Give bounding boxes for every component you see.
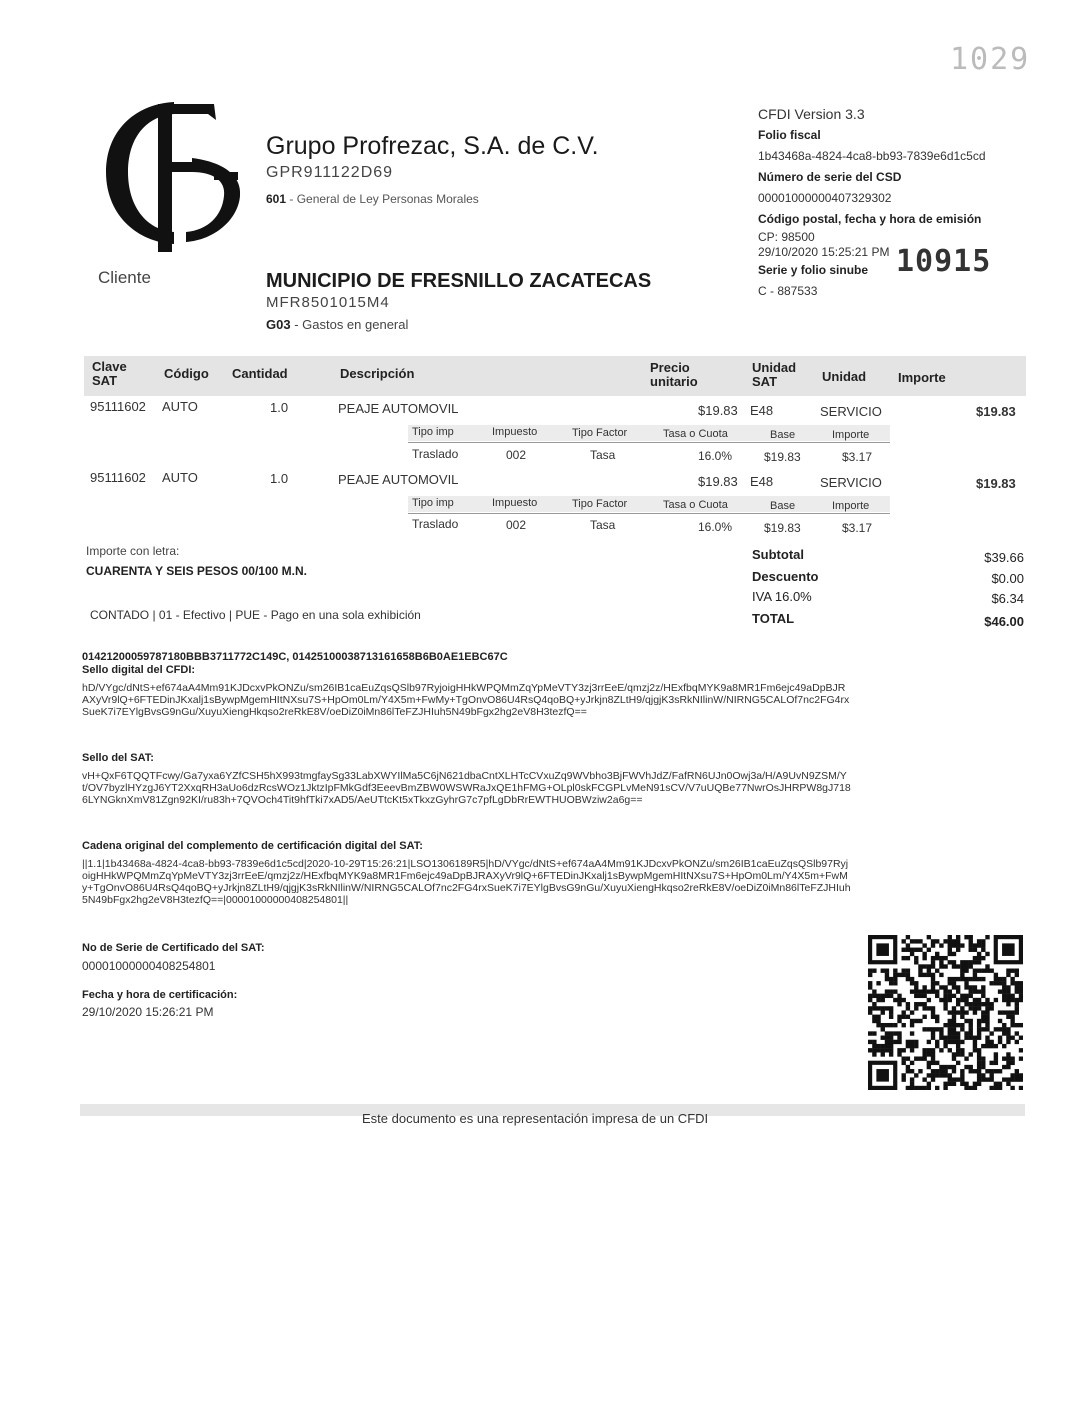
row-descripcion: PEAJE AUTOMOVIL — [338, 472, 459, 487]
sello-sat: vH+QxF6TQQTFcwy/Ga7yxa6YZfCSH5hX993tmgfaySg33LabXWYIlMa5C6jN621dbaCntXLHTcCVxuZq9WVbho3BjFWVhJdZ/FafRN6UJn0Owj3a/H/A9UvN9ZSM/Yt/OV7byzlHYzgJ6YT2XxqRH3aUo6dzRcsWOz1JktzIpFMkGdf3EeevBmZBW0WSWRaJxQE1hFMG+OLpl0skFCGPLvMeN91sCV/V7uUQBe77NwrOsJHRPW8gJ7186LYNGknXmV81Zgn92KI/ru83h+7QVOch4Tit9hfTki7xAD5/AeUTtcKt5xTkxzGyhrG7c7pfLgDbRrEWTHUOBWziw2a6g== — [82, 770, 851, 806]
tax-tipo: Traslado — [412, 517, 459, 531]
th-precio: Precio unitario — [650, 360, 698, 389]
row-cantidad: 1.0 — [270, 471, 289, 486]
tax-th-base: Base — [770, 500, 796, 512]
payment-method: CONTADO | 01 - Efectivo | PUE - Pago en una sola exhibición — [90, 608, 421, 622]
row-importe: $19.83 — [976, 404, 1016, 419]
th-unidad: Unidad — [822, 369, 867, 384]
tax-impuesto: 002 — [506, 448, 527, 462]
tax-tasa: 16.0% — [698, 520, 733, 534]
total-value: $46.00 — [984, 614, 1024, 629]
issuer-regime — [266, 192, 479, 206]
emission-date: 29/10/2020 15:25:21 PM — [758, 245, 890, 259]
sello-cfdi: hD/VYgc/dNtS+ef674aA4Mm91KJDcxvPkONZu/sm26IB1caEuZqsQSlb97RyjoigHHkWPQMmZqYpMeVTY3zj3rrEeE/qmzj2z/HExfbqMYK9a8MR1Fm6ejc49aDpBJRAXyVr9lQ+6FTEDinJKxalj1sBywpMgemHItNXsu7S+HpOm0Lm/Y4X5m+FwMy+TgOnvO86U4RsQ4qoBQ+yJrkjn8ZLtH9/qjgjK3sRkNIlinW/NIRNG5CALOf7nc2FG4rxSueK7i7EYlgBvsG9nGu/XuyuXiengHkqso2reRkE8V/oeDiZ0iMn86lTeFZJHIuh5N49bFgx2hg2eV8H3tezfQ== — [82, 682, 850, 718]
row-codigo: AUTO — [162, 399, 198, 414]
cfdi-version: CFDI Version 3.3 — [758, 106, 865, 122]
th-clave-sat: Clave SAT — [92, 359, 127, 388]
tax-th-tasa: Tasa o Cuota — [663, 428, 728, 440]
tax-subheader — [408, 425, 890, 441]
client-use-code: G03 — [266, 317, 291, 332]
tax-tipo: Traslado — [412, 447, 459, 461]
row-unidad: SERVICIO — [820, 404, 882, 419]
emission-label: Código postal, fecha y hora de emisión — [758, 212, 982, 226]
row-descripcion: PEAJE AUTOMOVIL — [338, 401, 459, 416]
row-unidad-sat: E48 — [750, 474, 774, 489]
tax-tasa: 16.0% — [698, 449, 733, 463]
issuer-regime-desc: - General de Ley Personas Morales — [286, 192, 479, 206]
th-cantidad: Cantidad — [232, 366, 288, 381]
tax-importe: $3.17 — [842, 521, 873, 535]
issuer-rfc: GPR911122D69 — [266, 164, 394, 181]
sello-sat-title: Sello del SAT: — [82, 752, 154, 764]
cert-date-title: Fecha y hora de certificación: — [82, 989, 238, 1001]
th-importe: Importe — [898, 370, 946, 385]
tax-th-tipo: Tipo imp — [412, 426, 454, 438]
tax-subheader — [408, 496, 890, 512]
client-name: MUNICIPIO DE FRESNILLO ZACATECAS — [266, 270, 652, 292]
th-descripcion: Descripción — [340, 366, 415, 381]
client-cfdi-use — [266, 317, 408, 332]
tax-divider — [408, 442, 890, 443]
discount-value: $0.00 — [991, 571, 1024, 586]
row-unidad-sat: E48 — [750, 403, 774, 418]
tax-th-impuesto: Impuesto — [492, 497, 538, 509]
serie-folio-label: Serie y folio sinube — [758, 263, 869, 277]
sello-cfdi-title: Sello digital del CFDI: — [82, 664, 196, 676]
subtotal-value: $39.66 — [984, 550, 1024, 565]
footer-note: Este documento es una representación impresa de un CFDI — [362, 1111, 709, 1126]
client-rfc: MFR8501015M4 — [266, 294, 390, 311]
row-precio: $19.83 — [698, 403, 738, 418]
row-importe: $19.83 — [976, 476, 1016, 491]
row-clave: 95111602 — [90, 399, 146, 414]
concepts-table-header — [84, 356, 1026, 396]
amount-words: CUARENTA Y SEIS PESOS 00/100 M.N. — [86, 564, 307, 578]
row-cantidad: 1.0 — [270, 400, 289, 415]
row-precio: $19.83 — [698, 474, 738, 489]
cert-serial-title: No de Serie de Certificado del SAT: — [82, 942, 265, 954]
tax-base: $19.83 — [764, 521, 801, 535]
qr-code — [868, 935, 1023, 1090]
stamp-handwritten-top: 1029 — [950, 42, 1031, 77]
client-use-desc: - Gastos en general — [290, 317, 409, 332]
discount-label: Descuento — [752, 569, 819, 584]
issuer-name: Grupo Profrezac, S.A. de C.V. — [266, 132, 599, 160]
tax-th-factor: Tipo Factor — [572, 427, 628, 439]
tax-th-base: Base — [770, 429, 796, 441]
tax-th-importe: Importe — [832, 500, 870, 512]
iva-value: $6.34 — [991, 591, 1024, 606]
tax-impuesto: 002 — [506, 518, 527, 532]
cert-date-value: 29/10/2020 15:26:21 PM — [82, 1005, 214, 1019]
csd-serial-label: Número de serie del CSD — [758, 170, 902, 184]
company-logo — [96, 92, 246, 252]
row-clave: 95111602 — [90, 470, 146, 485]
cadena-title: Cadena original del complemento de certificación digital del SAT: — [82, 840, 423, 852]
tax-factor: Tasa — [590, 448, 616, 462]
subtotal-label: Subtotal — [752, 547, 804, 562]
tax-base: $19.83 — [764, 450, 801, 464]
tax-th-factor: Tipo Factor — [572, 498, 628, 510]
tax-divider — [408, 513, 890, 514]
iva-label: IVA 16.0% — [752, 589, 812, 604]
row-unidad: SERVICIO — [820, 475, 882, 490]
tax-th-impuesto: Impuesto — [492, 426, 538, 438]
cert-serial-value: 00001000000408254801 — [82, 959, 216, 973]
tax-importe: $3.17 — [842, 450, 873, 464]
total-label: TOTAL — [752, 611, 795, 626]
stamp-number: 10915 — [896, 244, 992, 279]
amount-words-label: Importe con letra: — [86, 544, 180, 558]
folio-fiscal-value: 1b43468a-4824-4ca8-bb93-7839e6d1c5cd — [758, 149, 986, 163]
tax-th-tasa: Tasa o Cuota — [663, 499, 728, 511]
row-codigo: AUTO — [162, 470, 198, 485]
th-codigo: Código — [164, 366, 209, 381]
tax-factor: Tasa — [590, 518, 616, 532]
folio-fiscal-label: Folio fiscal — [758, 128, 821, 142]
issuer-regime-code: 601 — [266, 192, 287, 206]
tax-th-tipo: Tipo imp — [412, 497, 454, 509]
th-unidad-sat: Unidad SAT — [752, 360, 797, 389]
client-label: Cliente — [98, 268, 151, 287]
postal-code: CP: 98500 — [758, 230, 815, 244]
csd-serial-value: 00001000000407329302 — [758, 191, 892, 205]
serie-folio-value: C - 887533 — [758, 284, 818, 298]
cadena-original: ||1.1|1b43468a-4824-4ca8-bb93-7839e6d1c5cd|2020-10-29T15:26:21|LSO1306189R5|hD/VYgc/dNtS+ef674aA4Mm91KJDcxvPkONZu/sm26IB1caEuZqsQSlb97RyjoigHHkWPQMmZqYpMeVTY3zj3rrEeE/qmzj2z/HExfbqMYK9a8MR1Fm6ejc49aDpBJRAXyVr9lQ+6FTEDinJKxalj1sBywpMgemHItNXsu7S+HpOm0Lm/Y4X5m+FwMy+TgOnvO86U4RsQ4qoBQ+yJrkjn8ZLtH9/qjgjK3sRkNIlinW/NIRNG5CALOf7nc2FG4rxSueK7i7EYlgBvsG9nGu/XuyuXiengHkqso2reRkE8V/oeDiZ0iMn86lTeFZJHIuh5N49bFgx2hg2eV8H3tezfQ==|00001000000408254801|| — [82, 858, 851, 906]
cert-serials-line: 01421200059787180BBB3711772C149C, 01425100038713161658B6B0AE1EBC67C — [82, 651, 508, 663]
tax-th-importe: Importe — [832, 429, 870, 441]
